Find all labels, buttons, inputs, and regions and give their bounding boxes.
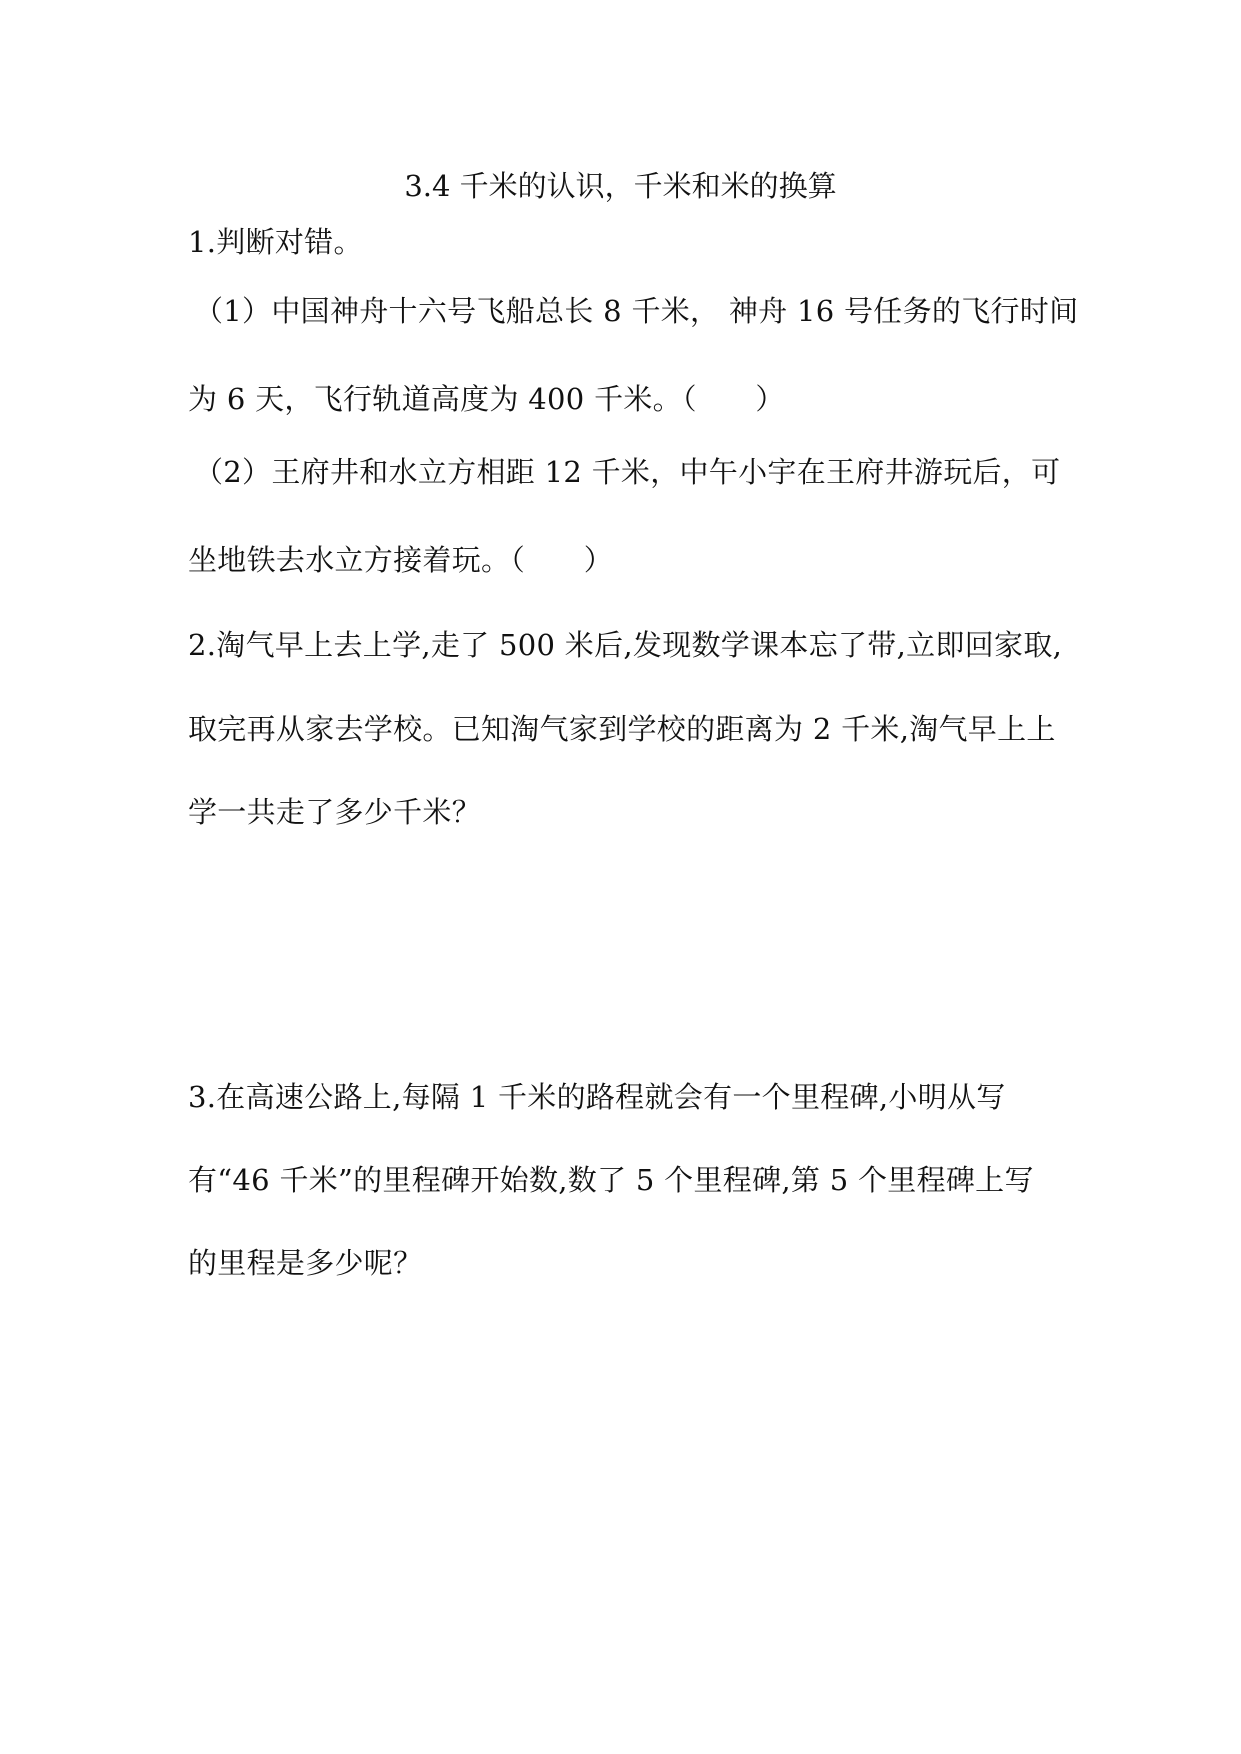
question-1-item-2-line-1: （2）王府井和水立方相距 12 千米，中午小宇在王府井游玩后，可 xyxy=(194,455,1061,489)
question-1-item-2-line-2: 坐地铁去水立方接着玩。（ ） xyxy=(188,543,614,577)
question-2-line-1: 2.淘气早上去上学,走了 500 米后,发现数学课本忘了带,立即回家取, xyxy=(188,628,1063,662)
question-3-line-3: 的里程是多少呢？ xyxy=(188,1246,423,1280)
question-3-line-1: 3.在高速公路上,每隔 1 千米的路程就会有一个里程碑,小明从写 xyxy=(188,1080,1006,1114)
question-1-item-1-line-1: （1）中国神舟十六号飞船总长 8 千米， 神舟 16 号任务的飞行时间 xyxy=(194,294,1079,328)
question-1-heading: 1.判断对错。 xyxy=(188,225,363,259)
worksheet-title: 3.4 千米的认识，千米和米的换算 xyxy=(404,169,837,203)
question-2-line-2: 取完再从家去学校。已知淘气家到学校的距离为 2 千米,淘气早上上 xyxy=(188,712,1056,746)
question-2-line-3: 学一共走了多少千米？ xyxy=(188,795,482,829)
question-3-line-2: 有“46 千米”的里程碑开始数,数了 5 个里程碑,第 5 个里程碑上写 xyxy=(188,1163,1034,1197)
question-1-item-1-line-2: 为 6 天，飞行轨道高度为 400 千米。（ ） xyxy=(188,382,785,416)
